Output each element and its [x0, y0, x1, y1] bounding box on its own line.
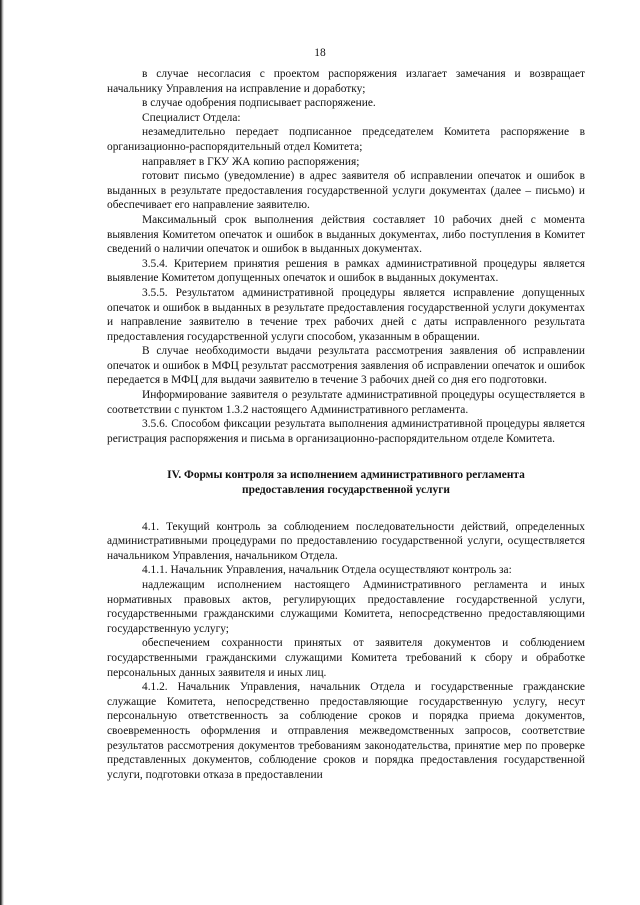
scan-edge	[0, 0, 4, 905]
paragraph: Максимальный срок выполнения действия составляет 10 рабочих дней с момента выявления Комитетом опечаток и ошибок в выданных документах, либо поступления в Комитет сведений о наличии опечаток и ошибок в выданных документах.	[107, 213, 585, 256]
paragraph: Специалист Отдела:	[142, 111, 241, 124]
paragraph: в случае одобрения подписывает распоряжение.	[142, 97, 376, 110]
section-heading: IV. Формы контроля за исполнением административного регламента предоставления государственной услуги	[167, 469, 525, 497]
page-number: 18	[314, 47, 326, 59]
paragraph: 4.1.2. Начальник Управления, начальник Отдела и государственные гражданские служащие Комитета, непосредственно предоставляющие государственную услугу, несут персональную ответственность за соблюдение сроков и порядка приема документов, своевременность оформления и отправления межведомственных запросов, соответствие результатов рассмотрения документов требованиям законодательства, принятие мер по проверке представленных документов, соблюдение сроков и порядка предоставления государственной услуги, подготовки отказа в предоставлении	[107, 681, 585, 781]
paragraph: готовит письмо (уведомление) в адрес заявителя об исправлении опечаток и ошибок в выданных в результате предоставления государственной услуги документах (далее – письмо) и обеспечивает его направление заявителю.	[107, 170, 585, 212]
paragraph: незамедлительно передает подписанное председателем Комитета распоряжение в организационно-распорядительный отдел Комитета;	[107, 126, 585, 153]
paragraph: 3.5.4. Критерием принятия решения в рамках административной процедуры является выявление Комитетом допущенных опечаток и ошибок в выданных документах.	[107, 257, 585, 285]
document-body	[107, 67, 585, 782]
paragraph: обеспечением сохранности принятых от заявителя документов и соблюдением государственными гражданскими служащими Комитета требований к сбору и обработке персональных данных заявителя и иных лиц.	[107, 637, 585, 679]
paragraph: В случае необходимости выдачи результата рассмотрения заявления об исправлении опечаток и ошибок в МФЦ результат рассмотрения заявления об исправлении опечаток и ошибок передается в МФЦ для выдачи заявителю в течение 3 рабочих дней со дня его подготовки.	[107, 345, 585, 387]
paragraph: направляет в ГКУ ЖА копию распоряжения;	[142, 155, 360, 168]
paragraph: 4.1. Текущий контроль за соблюдением последовательности действий, определенных административными процедурами по предоставлению государственной услуги, осуществляется начальником Управления, начальником Отдела.	[107, 520, 585, 562]
paragraph: Информирование заявителя о результате административной процедуры осуществляется в соответствии с пунктом 1.3.2 настоящего Административного регламента.	[107, 389, 585, 416]
paragraph: 3.5.5. Результатом административной процедуры является исправление допущенных опечаток и ошибок в выданных в результате предоставления государственной услуги документах и направление заявителю в течение трех рабочих дней с даты исправленного результата предоставления государственной услуги способом, указанным в обращении.	[107, 286, 585, 343]
paragraph: 3.5.6. Способом фиксации результата выполнения административной процедуры является регистрация распоряжения и письма в организационно-распорядительном отделе Комитета.	[107, 418, 585, 445]
paragraph: надлежащим исполнением настоящего Административного регламента и иных нормативных правовых актов, регулирующих предоставление государственной услуги, государственными гражданскими служащими Комитета, непосредственно предоставляющими государственную услугу;	[107, 579, 585, 635]
paragraph: в случае несогласия с проектом распоряжения излагает замечания и возвращает начальнику Управления на исправление и доработку;	[107, 68, 585, 95]
paragraph: 4.1.1. Начальник Управления, начальник Отдела осуществляют контроль за:	[142, 564, 512, 577]
